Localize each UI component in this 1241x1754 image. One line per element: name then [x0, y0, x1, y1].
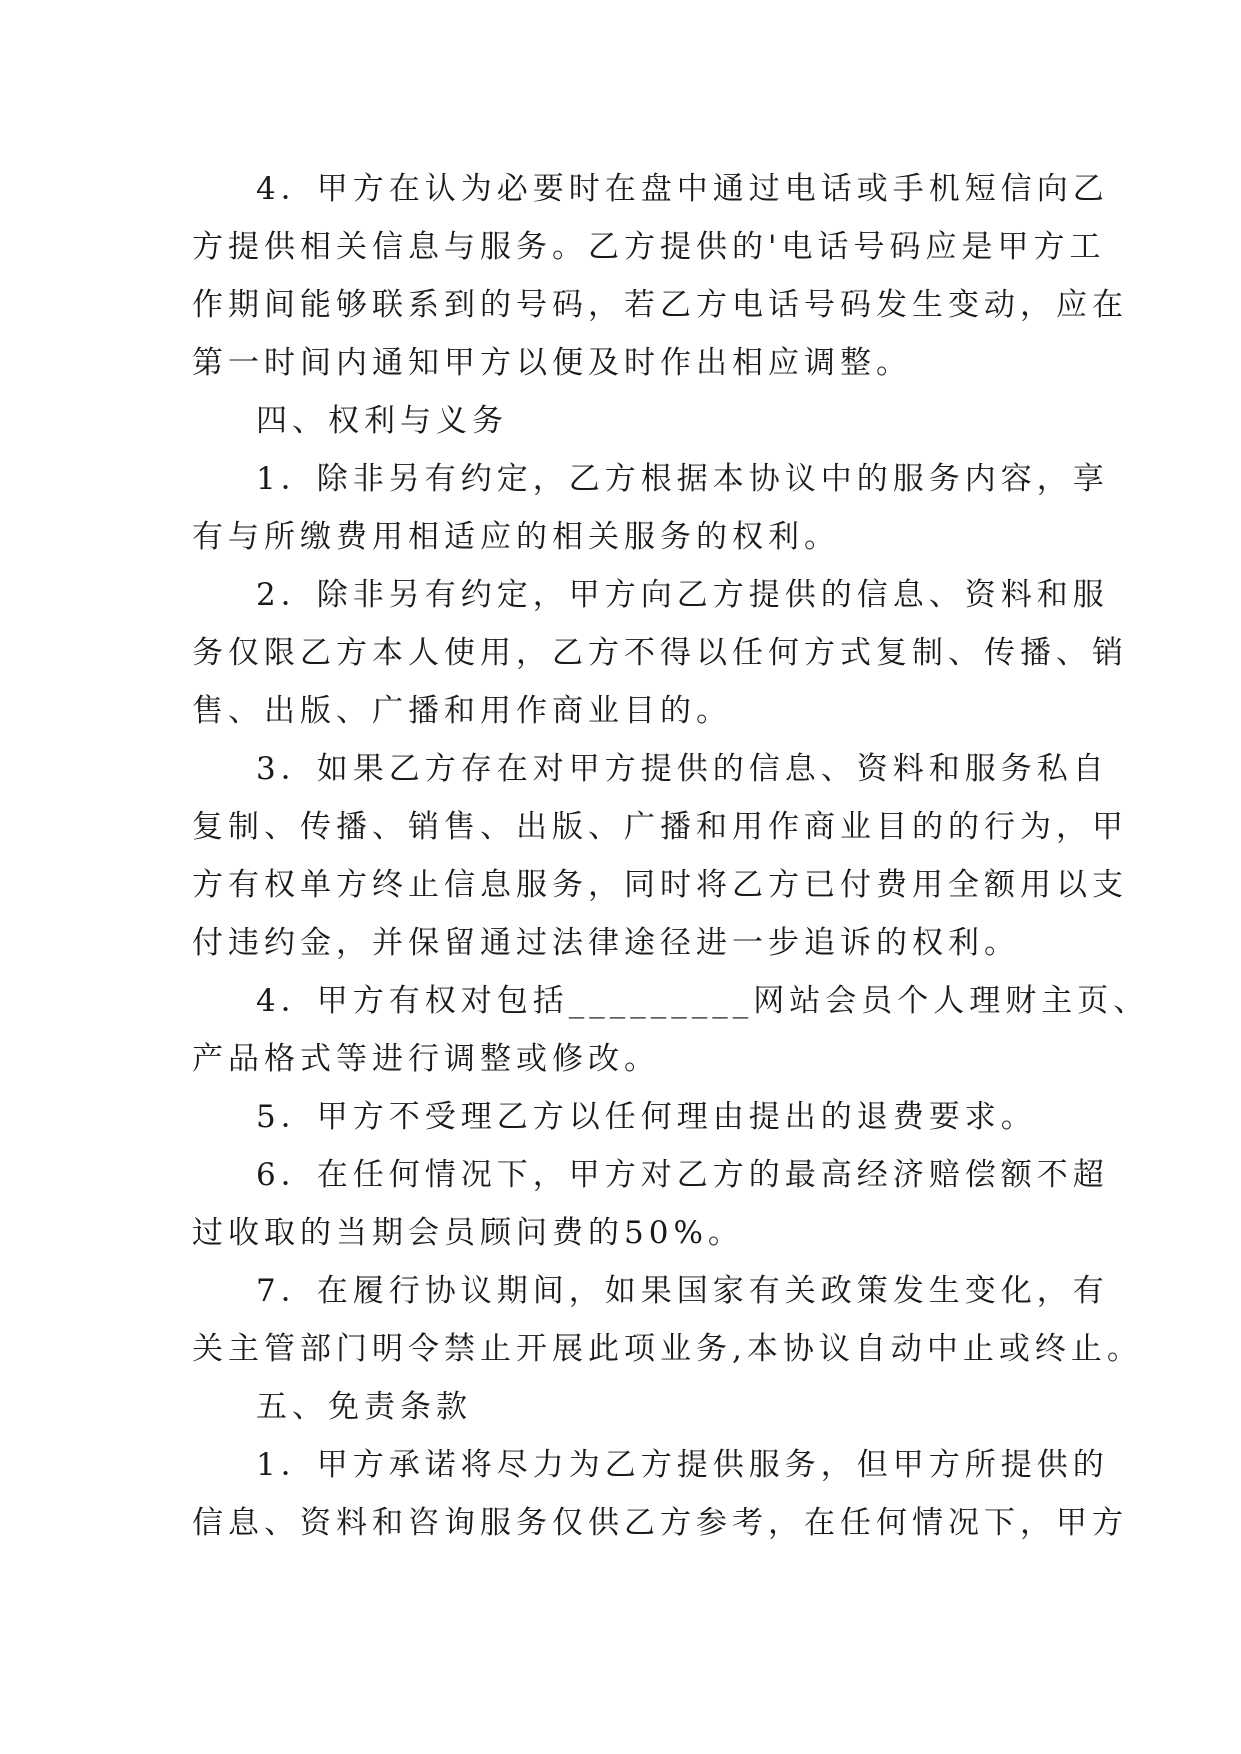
text-line: 方提供相关信息与服务。乙方提供的'电话号码应是甲方工	[192, 229, 1106, 265]
text-line: 务仅限乙方本人使用，乙方不得以任何方式复制、传播、销	[192, 635, 1128, 671]
text-line: 复制、传播、销售、出版、广播和用作商业目的的行为，甲	[192, 809, 1128, 845]
text-line: 5．甲方不受理乙方以任何理由提出的退费要求。	[256, 1099, 1037, 1135]
text-line: 第一时间内通知甲方以便及时作出相应调整。	[192, 345, 912, 381]
text-line: 7．在履行协议期间，如果国家有关政策发生变化，有	[256, 1273, 1109, 1309]
section-heading: 五、免责条款	[256, 1389, 472, 1425]
text-line: 信息、资料和咨询服务仅供乙方参考，在任何情况下，甲方	[192, 1505, 1128, 1541]
text-line: 4．甲方在认为必要时在盘中通过电话或手机短信向乙	[256, 171, 1109, 207]
document-body	[192, 160, 1150, 1552]
text-line: 2．除非另有约定，甲方向乙方提供的信息、资料和服	[256, 577, 1109, 613]
text-line: 售、出版、广播和用作商业目的。	[192, 693, 732, 729]
text-line: 1．甲方承诺将尽力为乙方提供服务，但甲方所提供的	[256, 1447, 1109, 1483]
text-line: 付违约金，并保留通过法律途径进一步追诉的权利。	[192, 925, 1020, 961]
section-heading: 四、权利与义务	[256, 403, 508, 439]
text-line: 关主管部门明令禁止开展此项业务,本协议自动中止或终止。	[192, 1331, 1143, 1367]
text-line: 6．在任何情况下，甲方对乙方的最高经济赔偿额不超	[256, 1157, 1109, 1193]
text-line: 产品格式等进行调整或修改。	[192, 1041, 660, 1077]
text-line: 4．甲方有权对包括_________网站会员个人理财主页、	[256, 983, 1150, 1019]
text-line: 3．如果乙方存在对甲方提供的信息、资料和服务私自	[256, 751, 1109, 787]
text-line: 1．除非另有约定，乙方根据本协议中的服务内容，享	[256, 461, 1109, 497]
text-line: 过收取的当期会员顾问费的50%。	[192, 1215, 744, 1251]
text-line: 方有权单方终止信息服务，同时将乙方已付费用全额用以支	[192, 867, 1128, 903]
text-line: 有与所缴费用相适应的相关服务的权利。	[192, 519, 840, 555]
text-line: 作期间能够联系到的号码，若乙方电话号码发生变动，应在	[192, 287, 1128, 323]
